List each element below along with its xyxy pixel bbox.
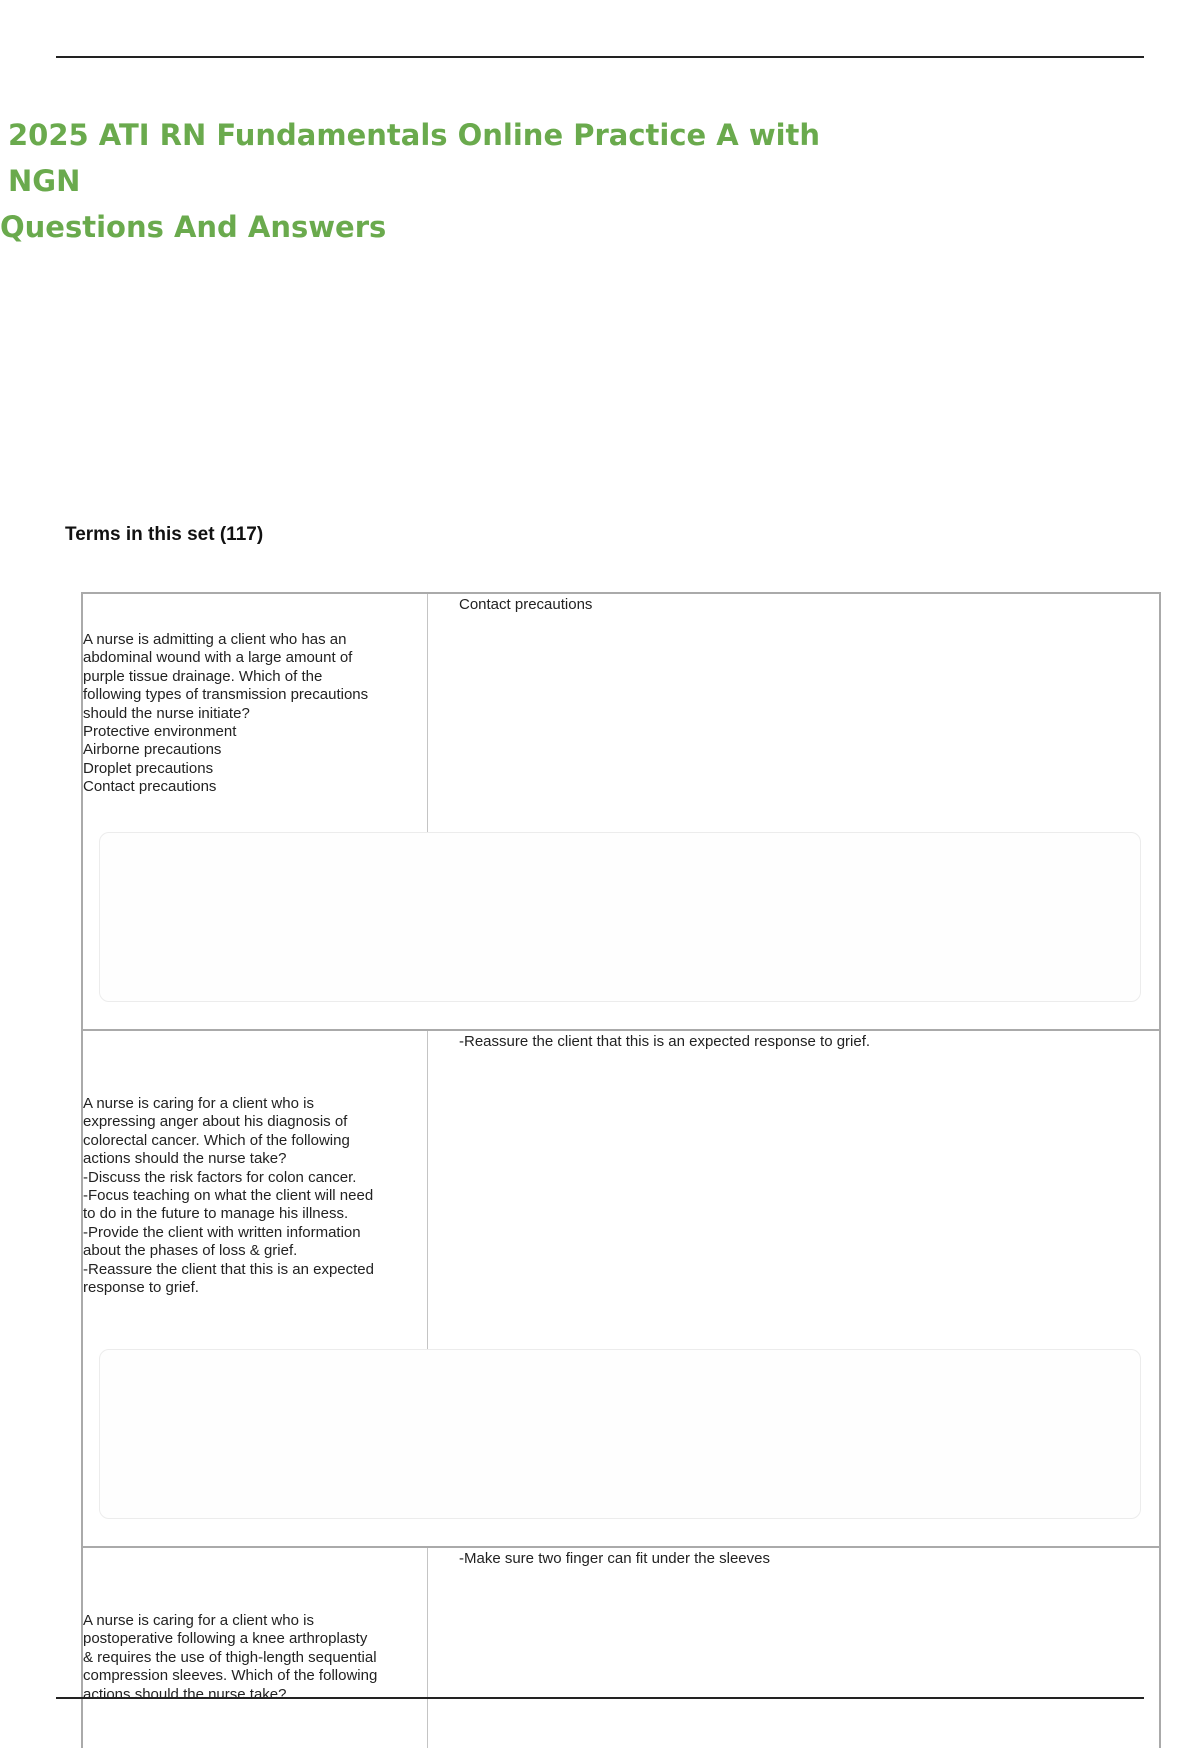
empty-note-box bbox=[99, 832, 1141, 1002]
flashcard-list bbox=[81, 592, 1161, 1748]
document-title bbox=[0, 112, 900, 250]
flashcard-definition: Contact precautions bbox=[459, 596, 593, 613]
column-divider bbox=[427, 594, 428, 832]
bottom-rule bbox=[56, 1697, 1144, 1699]
flashcard-definition: -Make sure two finger can fit under the sleeves bbox=[459, 1550, 770, 1567]
flashcard bbox=[83, 592, 1159, 1029]
column-divider bbox=[427, 1548, 428, 1748]
flashcard bbox=[83, 1029, 1159, 1546]
column-divider bbox=[427, 1031, 428, 1349]
empty-note-box bbox=[99, 1349, 1141, 1519]
document-title-line-1: 2025 ATI RN Fundamentals Online Practice A with NGN bbox=[8, 118, 821, 198]
top-rule bbox=[56, 56, 1144, 58]
document-title-line-2: Questions And Answers bbox=[0, 210, 387, 244]
flashcard-term: A nurse is admitting a client who has an abdominal wound with a large amount of purple tissue drainage. Which of the following types of transmission precautions should the nurse initiate? Protective environment Airborne precautions Droplet precautions Contact precautions bbox=[83, 631, 369, 796]
flashcard-term: A nurse is caring for a client who is postoperative following a knee arthroplasty & requires the use of thigh-length sequential compression sleeves. Which of the following actions should the nurse take? bbox=[83, 1612, 378, 1703]
terms-count-heading: Terms in this set (117) bbox=[65, 524, 264, 545]
flashcard-definition: -Reassure the client that this is an expected response to grief. bbox=[459, 1033, 871, 1050]
flashcard-term: A nurse is caring for a client who is expressing anger about his diagnosis of colorectal cancer. Which of the following actions should the nurse take? -Discuss the risk factors for colon cancer. -Focus teaching on what the client will need to do in the future to manage his illness. -Provide the client with written information about the phases of loss & grief. -Reassure the client that this is an expected response to grief. bbox=[83, 1095, 374, 1297]
flashcard bbox=[83, 1546, 1159, 1748]
